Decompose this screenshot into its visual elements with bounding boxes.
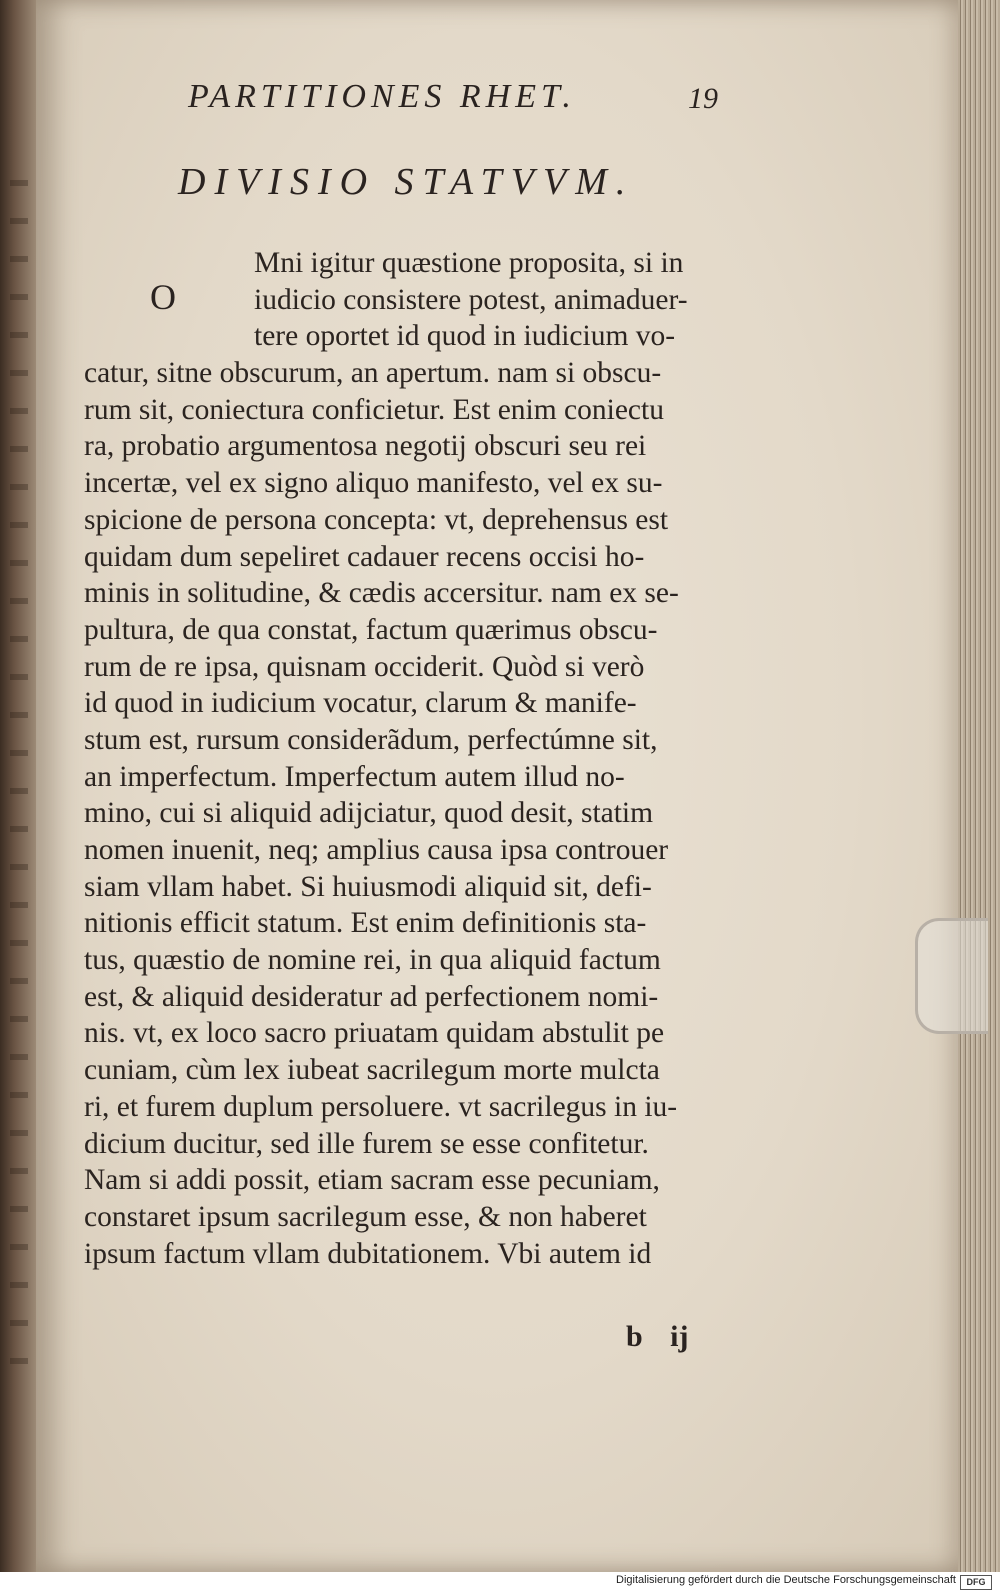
text-line: iudicio consistere potest, animaduer-: [254, 283, 688, 316]
signature-mark: b ij: [626, 1320, 689, 1353]
text-line: an imperfectum. Imperfectum autem illud no-: [84, 760, 625, 793]
text-line: est, & aliquid desideratur ad perfectionem nomi-: [84, 980, 659, 1013]
text-line: tus, quæstio de nomine rei, in qua aliquid factum: [84, 944, 661, 977]
text-line: Nam si addi possit, etiam sacram esse pecuniam,: [84, 1164, 660, 1197]
text-line: id quod in iudicium vocatur, clarum & manife-: [84, 687, 637, 720]
text-line: ipsum factum vllam dubitationem. Vbi autem id: [84, 1237, 652, 1270]
text-line: nitionis efficit statum. Est enim definitionis sta-: [84, 907, 647, 940]
text-line: mino, cui si aliquid adijciatur, quod desit, statim: [84, 797, 654, 830]
facing-page-text-fragments: [10, 180, 28, 1380]
text-line: rum sit, coniectura conficietur. Est enim coniectu: [84, 393, 664, 426]
section-title: DIVISIO STATVVM.: [178, 161, 635, 203]
page-clip: [915, 918, 988, 1034]
text-line: tere oportet id quod in iudicium vo-: [254, 320, 676, 353]
text-line: catur, sitne obscurum, an apertum. nam si obscu-: [84, 357, 662, 390]
footer-bar: [0, 1572, 1000, 1592]
text-line: pultura, de qua constat, factum quærimus obscu-: [84, 613, 658, 646]
text-line: ra, probatio argumentosa negotij obscuri seu rei: [84, 430, 647, 463]
text-line: rum de re ipsa, quisnam occiderit. Quòd si verò: [84, 650, 645, 683]
text-line: constaret ipsum sacrilegum esse, & non haberet: [84, 1200, 647, 1233]
text-line: quidam dum sepeliret cadauer recens occisi ho-: [84, 540, 645, 573]
text-line: cuniam, cùm lex iubeat sacrilegum morte mulcta: [84, 1054, 660, 1087]
running-head: PARTITIONES RHET.: [188, 78, 576, 115]
facing-page-edge: [0, 0, 36, 1572]
folio-number: 19: [688, 82, 718, 115]
text-line: siam vllam habet. Si huiusmodi aliquid sit, defi-: [84, 870, 652, 903]
text-line: incertæ, vel ex signo aliquo manifesto, vel ex su-: [84, 467, 663, 500]
text-line: Mni igitur quæstione proposita, si in: [254, 247, 684, 279]
text-line: nis. vt, ex loco sacro priuatam quidam abstulit pe: [84, 1017, 665, 1050]
drop-initial: O: [150, 277, 176, 317]
text-line: minis in solitudine, & cædis accersitur. nam ex se-: [84, 577, 679, 610]
text-line: spicione de persona concepta: vt, deprehensus est: [84, 503, 669, 536]
text-line: nomen inuenit, neq; amplius causa ipsa controuer: [84, 834, 669, 866]
text-line: ri, et furem duplum persoluere. vt sacrilegus in iu-: [84, 1090, 678, 1123]
body-text: [84, 245, 764, 1272]
footer-credit: Digitalisierung gefördert durch die Deutsche Forschungsgemeinschaft: [616, 1574, 956, 1586]
dfg-logo: DFG: [960, 1575, 992, 1590]
text-line: stum est, rursum considerãdum, perfectúmne sit,: [84, 723, 658, 756]
text-line: dicium ducitur, sed ille furem se esse confitetur.: [84, 1127, 649, 1160]
page-stack-edge: [958, 0, 1000, 1572]
